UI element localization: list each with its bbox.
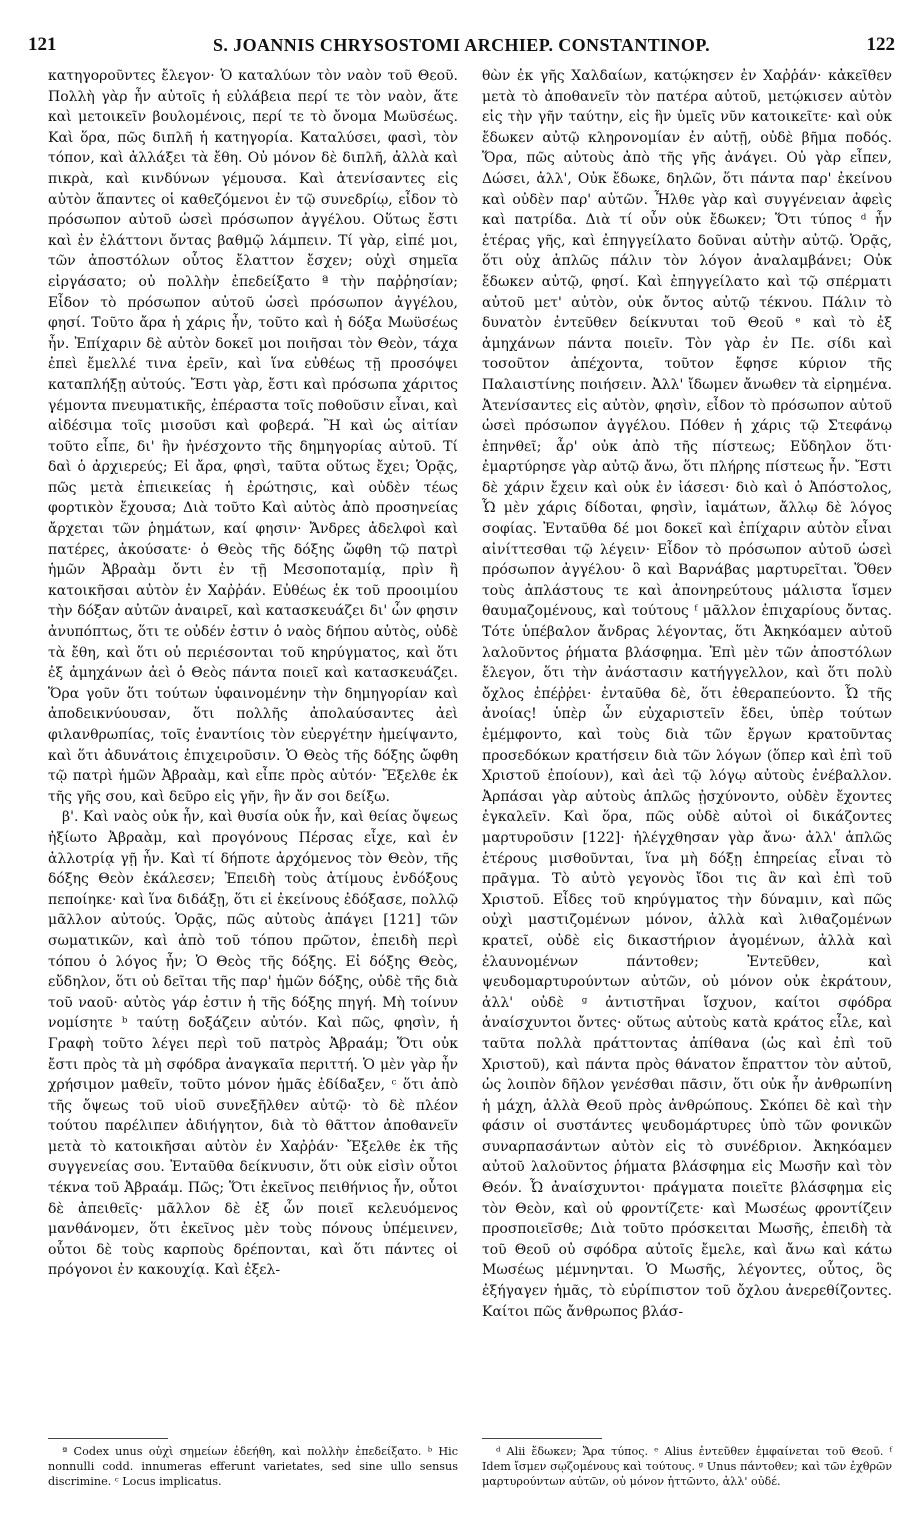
running-header xyxy=(28,30,895,60)
footnote-divider xyxy=(482,1438,602,1439)
page-number-left: 121 xyxy=(28,34,57,55)
footnote: ᵈ Alii ἔδωκεν; Ἄρα τύπος. ᵉ Alius ἐντεῦθεν ἐμφαίνεται τοῦ Θεοῦ. ᶠ Idem ἴσμεν σῳζομένους καὶ τούτους. ᵍ Unus πάντοθεν; καὶ τῶν ἐχθρῶν μαρτυρούντων αὐτῶν, οὐ μόνον ἡττῶντο, ἀλλ' οὐδέ. xyxy=(482,1445,892,1488)
running-title: S. JOANNIS CHRYSOSTOMI ARCHIEP. CONSTANTINOP. xyxy=(213,34,710,55)
page-number-right: 122 xyxy=(866,34,895,55)
paragraph: θὼν ἐκ γῆς Χαλδαίων, κατῴκησεν ἐν Χαῤῥάν· κἀκεῖθεν μετὰ τὸ ἀποθανεῖν τὸν πατέρα αὐτοῦ, μετῴκισεν αὐτὸν εἰς τὴν γῆν ταύτην, εἰς ἣν ὑμεῖς νῦν κατοικεῖτε· καὶ οὐκ ἔδωκεν αὐτῷ κληρονομίαν ἐν αὐτῇ, οὐδὲ βῆμα ποδός. Ὅρα, πῶς αὐτοὺς ἀπὸ τῆς γῆς ἀνάγει. Οὐ γὰρ εἶπεν, Δώσει, ἀλλ', Οὐκ ἔδωκε, δηλῶν, ὅτι πάντα παρ' ἐκείνου καὶ οὐδὲν παρ' αὐτῶν. Ἦλθε γὰρ καὶ συγγένειαν ἀφεὶς καὶ πατρίδα. Διὰ τί οὖν οὐκ ἔδωκεν; Ὅτι τύπος ᵈ ἦν ἑτέρας γῆς, καὶ ἐπηγγείλατο δοῦναι αὐτὴν αὐτῷ. Ὁρᾷς, ὅτι οὐχ ἁπλῶς πάλιν τὸν λόγον ἀναλαμβάνει; Οὐκ ἔδωκεν αὐτῷ, φησί. Καὶ ἐπηγγείλατο καὶ τῷ σπέρματι αὐτοῦ μετ' αὐτὸν, οὐκ ὄντος αὐτῷ τέκνου. Πάλιν τὸ δυνατὸν ἐντεῦθεν δείκνυται τοῦ Θεοῦ ᵉ καὶ τὸ ἐξ ἀμηχάνων πάντα ποιεῖν. Τὸν γὰρ ἐν Πε. σίδι καὶ τοσοῦτον ἀπέχοντα, τοῦτον ἔφησε κύριον τῆς Παλαιστίνης ποιήσειν. Ἀλλ' ἴδωμεν ἄνωθεν τὰ εἰρημένα. Ἀτενίσαντες εἰς αὐτὸν, φησὶν, εἶδον τὸ πρόσωπον αὐτοῦ ὡσεὶ πρόσωπον ἀγγέλου. Πόθεν ἡ χάρις τῷ Στεφάνῳ ἐπηνθεῖ; ἆρ' οὐκ ἀπὸ τῆς πίστεως; Εὔδηλον ὅτι· ἐμαρτύρησε γὰρ αὐτῷ ἄνω, ὅτι πλήρης πίστεως ἦν. Ἔστι δὲ χάριν ἔχειν καὶ οὐκ ἐν ἰάσεσι· διὸ καὶ ὁ Ἀπόστολος, Ὧ μὲν χάρις δίδοται, φησὶν, ἰαμάτων, ἄλλῳ δὲ λόγος σοφίας. Ἐνταῦθα δέ μοι δοκεῖ καὶ ἐπίχαριν αὐτὸν εἶναι αἰνίττεσθαι τῷ λέγειν· Εἶδον τὸ πρόσωπον αὐτοῦ ὡσεὶ πρόσωπον ἀγγέλου· ὃ καὶ Βαρνάβας μαρτυρεῖται. Ὅθεν τοὺς ἀπλάστους τε καὶ ἀπονηρεύτους μάλιστα ἴσμεν θαυμαζομένους, καὶ τούτους ᶠ μᾶλλον ἐπιχαρίους ὄντας. Τότε ὑπέβαλον ἄνδρας λέγοντας, ὅτι Ἀκηκόαμεν αὐτοῦ λαλοῦντος ῥήματα βλάσφημα. Ἐπὶ μὲν τῶν ἀποστόλων ἔλεγον, ὅτι τὴν ἀνάστασιν κατήγγελλον, καὶ ὅτι πολὺ ὄχλος ἐπέῤῥει· ἐνταῦθα δὲ, ὅτι ἐθεραπεύοντο. Ὦ τῆς ἀνοίας! ὑπὲρ ὧν εὐχαριστεῖν ἔδει, ὑπὲρ τούτων ἐμέμφοντο, καὶ τοὺς διὰ τῶν ἔργων κρατοῦντας προσεδόκων κρατήσειν διὰ τῶν λόγων (ὅπερ καὶ ἐπὶ τοῦ Χριστοῦ ἐποίουν), καὶ ἀεὶ τῷ λόγῳ αὐτοὺς ἐνέβαλλον. Ἀρπάσαι γὰρ αὐτοὺς ἁπλῶς ᾐσχύνοντο, οὐδὲν ἔχοντες ἐγκαλεῖν. Καὶ ὅρα, πῶς οὐδὲ αὐτοὶ οἱ δικάζοντες μαρτυροῦσιν [122]· ἠλέγχθησαν γὰρ ἄνω· ἀλλ' ἁπλῶς ἑτέρους μισθοῦνται, ἵνα μὴ δόξῃ ἐπηρείας εἶναι τὸ πρᾶγμα. Τὸ αὐτὸ γεγονὸς ἴδοι τις ἂν καὶ ἐπὶ τοῦ Χριστοῦ. Εἶδες τοῦ κηρύγματος τὴν δύναμιν, καὶ πῶς οὐχὶ μαστιζομένων μόνον, ἀλλὰ καὶ λιθαζομένων κρατεῖ, οὐδὲ εἰς δικαστήριον ἀγομένων, ἀλλὰ καὶ ἐλαυνομένων πάντοθεν; Ἐντεῦθεν, καὶ ψευδομαρτυρούντων αὐτῶν, οὐ μόνον οὐκ ἐκράτουν, ἀλλ' οὐδὲ ᵍ ἀντιστῆναι ἴσχυον, καίτοι σφόδρα ἀναίσχυντοι ὄντες· οὕτως αὐτοὺς κατὰ κράτος εἷλε, καὶ ταῦτα πολλὰ πράττοντας ἀπίθανα (ὡς καὶ ἐπὶ τοῦ Χριστοῦ), καὶ πάντα πρὸς θάνατον ἔπραττον τὸν αὐτοῦ, ὡς λοιπὸν δῆλον γενέσθαι πᾶσιν, ὅτι οὐκ ἦν ἀνθρωπίνη ἡ μάχη, ἀλλὰ Θεοῦ πρὸς ἀνθρώπους. Σκόπει δὲ καὶ τὴν φάσιν οἱ συστάντες ψευδομάρτυρες ὑπὸ τῶν φονικῶν συναρπασάντων αὐτὸν εἰς τὸ συνέδριον. Ἀκηκόαμεν αὐτοῦ λαλοῦντος ῥήματα βλάσφημα εἰς Μωσῆν καὶ τὸν Θεόν. Ὦ ἀναίσχυντοι· πράγματα ποιεῖτε βλάσφημα εἰς τὸν Θεὸν, καὶ οὐ φροντίζετε· καὶ Μωσέως φροντίζειν προσποιεῖσθε; Διὰ τοῦτο πρόσκειται Μωσῆς, ἐπειδὴ τὰ τοῦ Θεοῦ οὐ σφόδρα αὐτοῖς ἔμελε, καὶ ἄνω καὶ κάτω Μωσέως μέμνηνται. Ὁ Μωσῆς, λέγοντες, οὗτος, ὃς ἐξήγαγεν ἡμᾶς, τὸ εὐρίπιστον τοῦ ὄχλου ἀνερεθίζοντες. Καίτοι πῶς ἄνθρωπος βλάσ- xyxy=(482,68,892,1320)
paragraph: κατηγοροῦντες ἔλεγον· Ὁ καταλύων τὸν ναὸν τοῦ Θεοῦ. Πολλὴ γὰρ ἦν αὐτοῖς ἡ εὐλάβεια περί τε τὸν ναὸν, ἅτε καὶ μετοικεῖν βουλομένοις, περί τε τὸ ὄνομα Μωϋσέως. Καὶ ὅρα, πῶς διπλῆ ἡ κατηγορία. Καταλύσει, φασὶ, τὸν τόπον, καὶ ἀλλάξει τὰ ἔθη. Οὐ μόνον δὲ διπλῆ, ἀλλὰ καὶ πικρὰ, καὶ κινδύνων γέμουσα. Καὶ ἀτενίσαντες εἰς αὐτὸν ἅπαντες οἱ καθεζόμενοι ἐν τῷ συνεδρίῳ, εἶδον τὸ πρόσωπον αὐτοῦ ὡσεὶ πρόσωπον ἀγγέλου. Οὕτως ἔστι καὶ ἐν ἐλάττονι ὄντας βαθμῷ λάμπειν. Τί γὰρ, εἰπέ μοι, τῶν ἀποστόλων οὗτος ἔλαττον ἔσχεν; οὐχὶ σημεῖα εἰργάσατο; οὐ πολλὴν ἐπεδείξατο ª τὴν παῤῥησίαν; Εἶδον τὸ πρόσωπον αὐτοῦ ὡσεὶ πρόσωπον ἀγγέλου, φησί. Τοῦτο ἄρα ἡ χάρις ἦν, τοῦτο καὶ ἡ δόξα Μωϋσέως ἦν. Ἐπίχαριν δὲ αὐτὸν δοκεῖ μοι ποιῆσαι τὸν Θεὸν, τάχα ἐπεὶ ἔμελλέ τινα ἐρεῖν, καὶ ἵνα εὐθέως τῇ προσόψει καταπλήξῃ αὐτούς. Ἔστι γὰρ, ἔστι καὶ πρόσωπα χάριτος γέμοντα πνευματικῆς, ἐπέραστα τοῖς ποθοῦσιν εἶναι, καὶ αἰδέσιμα τοῖς μισοῦσι καὶ φοβερά. Ἢ καὶ ὡς αἰτίαν τοῦτο εἶπε, δι' ἣν ἠνέσχοντο τῆς δημηγορίας αὐτοῦ. Τί δαὶ ὁ ἀρχιερεύς; Εἰ ἄρα, φησὶ, ταῦτα οὕτως ἔχει; Ὁρᾷς, πῶς μετὰ ἐπιεικείας ἡ ἐρώτησις, καὶ οὐδὲν τέως φορτικὸν ἔχουσα; Διὰ τοῦτο Καὶ αὐτὸς ἀπὸ προσηνείας ἄρχεται τῶν ῥημάτων, καί φησιν· Ἄνδρες ἀδελφοὶ καὶ πατέρες, ἀκούσατε· ὁ Θεὸς τῆς δόξης ὤφθη τῷ πατρὶ ἡμῶν Ἀβραὰμ ὄντι ἐν τῇ Μεσοποταμίᾳ, πρὶν ἢ κατοικῆσαι αὐτὸν ἐν Χαῤῥάν. Εὐθέως ἐκ τοῦ προοιμίου τὴν δόξαν αὐτῶν ἀναιρεῖ, καὶ κατασκευάζει δι' ὧν φησιν ἀνυπόπτως, ὅτι τε οὐδέν ἐστιν ὁ ναὸς δήπου αὐτὸς, οὐδὲ τὰ ἔθη, καὶ ὅτι οὐ περιέσονται τοῦ κηρύγματος, καὶ ὅτι ἐξ ἀμηχάνων ἀεὶ ὁ Θεὸς πάντα ποιεῖ καὶ κατασκευάζει. Ὅρα γοῦν ὅτι τούτων ὑφαινομένην τὴν δημηγορίαν καὶ ἀποδεικνύουσαν, ὅτι πολλῆς ἀπολαύσαντες ἀεὶ φιλανθρωπίας, τοῖς ἐναντίοις τὸν εὐεργέτην ἠμείψαντο, καὶ ὅτι ἀδυνάτοις ἐπιχειροῦσιν. Ὁ Θεὸς τῆς δόξης ὤφθη τῷ πατρὶ ἡμῶν Ἀβραὰμ, καὶ εἶπε πρὸς αὐτόν· Ἔξελθε ἐκ τῆς γῆς σου, καὶ δεῦρο εἰς γῆν, ἣν ἄν σοι δείξω. xyxy=(48,68,458,805)
left-column xyxy=(48,66,458,1281)
footnote-divider xyxy=(48,1438,168,1439)
footnote: ª Codex unus οὐχὶ σημείων ἐδεήθη, καὶ πολλὴν ἐπεδείξατο. ᵇ Hic nonnulli codd. innumeras efferunt varietates, sed sine ullo sensus discrimine. ᶜ Locus implicatus. xyxy=(48,1445,458,1488)
right-column xyxy=(482,66,892,1322)
footnotes-left xyxy=(48,1444,458,1489)
footnotes-right xyxy=(482,1444,892,1489)
paragraph: β'. Καὶ ναὸς οὐκ ἦν, καὶ θυσία οὐκ ἦν, καὶ θείας ὄψεως ἠξίωτο Ἀβραὰμ, καὶ προγόνους Πέρσας εἶχε, καὶ ἐν ἀλλοτρίᾳ γῇ ἦν. Καὶ τί δήποτε ἀρχόμενος τὸν Θεὸν, τῆς δόξης Θεὸν ἐκάλεσεν; Ἐπειδὴ τοὺς ἀτίμους ἐνδόξους πεποίηκε· καὶ ἵνα διδάξῃ, ὅτι εἰ ἐκείνους ἐδόξασε, πολλῷ μᾶλλον αὐτούς. Ὁρᾷς, πῶς αὐτοὺς ἀπάγει [121] τῶν σωματικῶν, καὶ ἀπὸ τοῦ τόπου πρῶτον, ἐπειδὴ περὶ τόπου ὁ λόγος ἦν; Ὁ Θεὸς τῆς δόξης. Εἰ δόξης Θεὸς, εὔδηλον, ὅτι οὐ δεῖται τῆς παρ' ἡμῶν δόξης, οὐδὲ τῆς διὰ τοῦ ναοῦ· αὐτὸς γάρ ἐστιν ἡ τῆς δόξης πηγή. Μὴ τοίνυν νομίσητε ᵇ ταύτῃ δοξάζειν αὐτόν. Καὶ πῶς, φησὶν, ἡ Γραφὴ τοῦτο λέγει περὶ τοῦ πατρὸς Ἀβραάμ; Ὅτι οὐκ ἔστι πρὸς τὰ μὴ σφόδρα ἀναγκαῖα περιττή. Ὁ μὲν γὰρ ἦν χρήσιμον μαθεῖν, τοῦτο μόνον ἡμᾶς ἐδίδαξεν, ᶜ ὅτι ἀπὸ τῆς ὄψεως τοῦ υἱοῦ συνεξῆλθεν αὐτῷ· τὸ δὲ πλέον τούτου παρέλιπεν ἀδιήγητον, διὰ τὸ θᾶττον ἀποθανεῖν μετὰ τὸ κατοικῆσαι αὐτὸν ἐν Χαῤῥάν· Ἔξελθε ἐκ τῆς συγγενείας σου. Ἐνταῦθα δείκνυσιν, ὅτι οὐκ εἰσὶν οὗτοι τέκνα τοῦ Ἀβραάμ. Πῶς; Ὅτι ἐκεῖνος πειθήνιος ἦν, οὗτοι δὲ ἀπειθεῖς· μᾶλλον δὲ ἐξ ὧν ποιεῖ κελευόμενος μανθάνομεν, ὅτι ἐκεῖνος μὲν τοὺς πόνους ὑπέμεινεν, οὗτοι δὲ τοὺς καρποὺς δρέπονται, καὶ ὅτι πάντες οἱ πρόγονοι ἐν κακουχίᾳ. Καὶ ἐξελ- xyxy=(48,809,458,1279)
